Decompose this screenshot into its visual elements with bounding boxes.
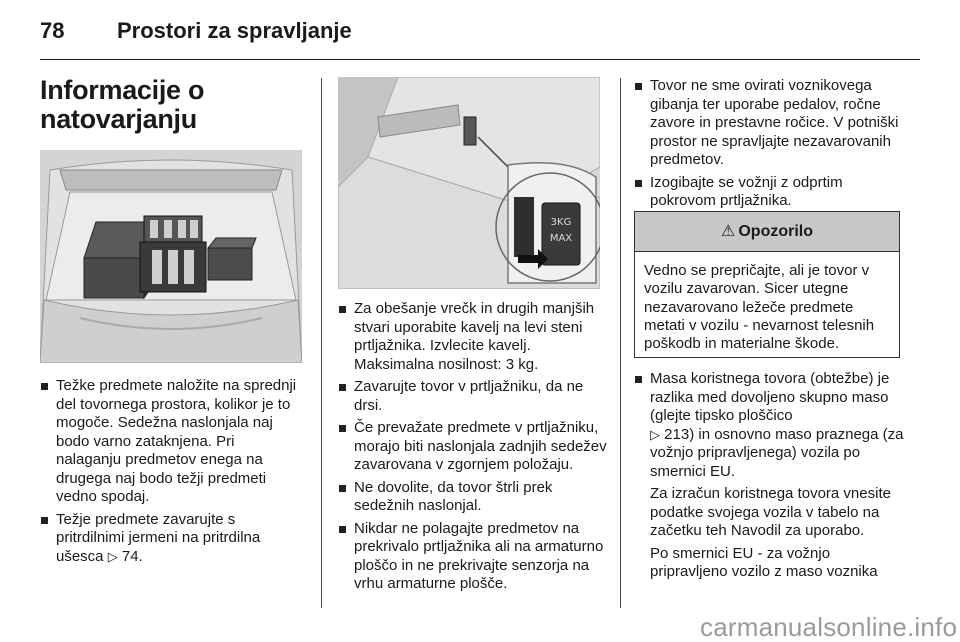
column3-list-top <box>634 77 906 215</box>
xref-link[interactable]: 74. <box>121 547 143 565</box>
list-item: Tovor ne sme ovirati voznikovega gibanja ter uporabe pedalov, ročne zavore in prestavne ročice. V potniški prostor ne spravljajte nezavarovanih predmetov. <box>634 77 906 170</box>
list-item: Zavarujte tovor v prtljažniku, da ne drsi. <box>338 378 608 415</box>
list-item: Izogibajte se vožnji z odprtim pokrovom prtljažnika. <box>634 174 906 211</box>
list-item: Težje predmete zavarujte s pritrdilnimi jermeni na pritrdilna ušesca ▷ 74. <box>40 511 302 567</box>
list-item: Nikdar ne polagajte predmetov na prekrivalo prtljažnika ali na armaturno ploščo in ne prekrivajte senzorja na vrhu armaturne plošče. <box>338 520 608 594</box>
paragraph: Za izračun koristnega tovora vnesite podatke svojega vozila v tabelo na začetku teh Navodil za uporabo. <box>650 485 891 539</box>
section-title: Informacije o natovarjanju <box>40 75 205 134</box>
list-item: Če prevažate predmete v prtljažniku, morajo biti naslonjala zadnjih sedežev zavarovana v zgornjem položaju. <box>338 419 608 475</box>
xref-arrow: ▷ <box>650 426 660 442</box>
figure-luggage-hook <box>338 77 600 289</box>
warning-header <box>635 212 899 252</box>
cargo-illustration <box>40 150 302 363</box>
list-item: Ne dovolite, da tovor štrli prek sedežnih naslonjal. <box>338 479 608 516</box>
hook-illustration <box>338 77 600 289</box>
list-item: Masa koristnega tovora (obtežbe) je razlika med dovoljeno skupno maso (glejte tipsko ploščico ▷ 213) in osnovno maso praznega (za vožnjo pripravljenega) vozila po smernici EU. Za izračun koristnega tovora vnesite podatke svojega vozila v tabelo na začetku teh Navodil za uporabo. Po smernici EU - za vožnjo pripravljeno vozilo z maso voznika <box>634 370 906 582</box>
page-header <box>40 14 920 60</box>
column-divider-1 <box>321 78 322 608</box>
column2-list <box>338 300 608 598</box>
chapter-title: Prostori za spravljanje <box>117 18 352 43</box>
hook-tag-line1: 3KG <box>550 217 572 228</box>
warning-triangle-icon: ⚠ <box>721 223 736 240</box>
figure-cargo-loading <box>40 150 302 363</box>
warning-box <box>634 211 900 358</box>
warning-text: Vedno se prepričajte, ali je tovor v vozilu zavarovan. Sicer utegne nezavarovano ležeče predmete metati v vozilu - nevarnost telesnih poškodb in materialne škode. <box>644 262 875 353</box>
footer-watermark: carmanualsonline.info <box>700 612 958 642</box>
page-number: 78 <box>40 18 65 43</box>
warning-title: Opozorilo <box>738 223 813 240</box>
hook-tag-line2: MAX <box>549 233 573 244</box>
list-item: Za obešanje vrečk in drugih manjših stvari uporabite kavelj na levi steni prtljažnika. Izvlecite kavelj. Maksimalna nosilnost: 3 kg. <box>338 300 608 374</box>
xref-link[interactable]: 213 <box>664 425 690 443</box>
paragraph: Po smernici EU - za vožnjo pripravljeno vozilo z maso voznika <box>650 544 878 580</box>
xref-arrow: ▷ <box>107 548 118 564</box>
column3-list-bottom <box>634 370 906 586</box>
column-divider-2 <box>620 78 621 608</box>
list-item: Težke predmete naložite na sprednji del tovornega prostora, kolikor je to mogoče. Sedežna naslonjala naj bodo varno zataknjena. Pri nalaganju predmetov enega na drugega naj bodo težji predmeti vedno spodaj. <box>40 377 302 507</box>
column1-list <box>40 377 302 570</box>
